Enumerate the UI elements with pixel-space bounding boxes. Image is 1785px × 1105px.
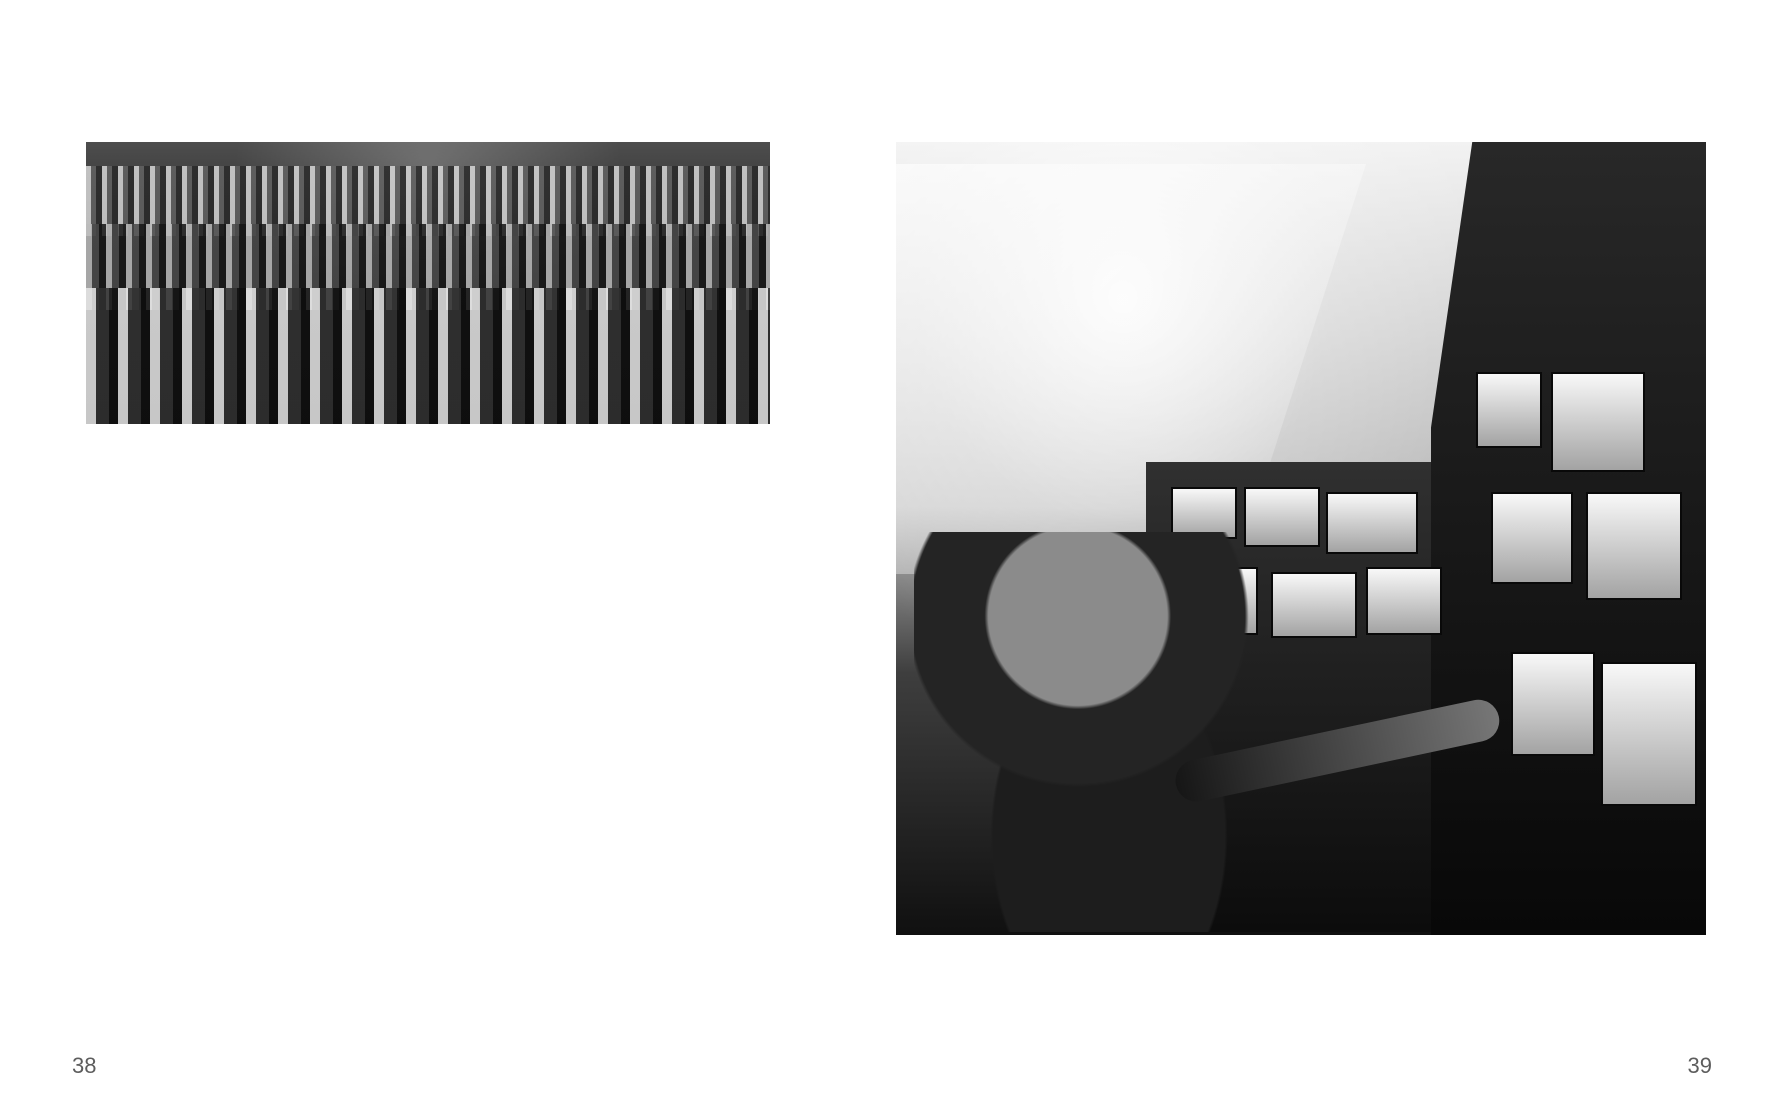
left-page <box>0 0 892 1105</box>
pinned-photo <box>1586 492 1682 600</box>
left-column-paragraph-2-line-4 <box>86 992 416 1018</box>
left-column-paragraph-2-line-2 <box>86 941 416 967</box>
pinned-photo <box>1366 567 1442 635</box>
right-column-quote <box>440 555 770 657</box>
left-column-paragraph-1-line-9 <box>86 760 416 786</box>
right-column-paragraph-line-6 <box>440 787 770 813</box>
right-column-quote-line-1 <box>440 555 770 581</box>
page-number-left: 38 <box>72 1053 97 1078</box>
left-column-paragraph-2 <box>86 915 416 1043</box>
right-column-paragraph-line-5 <box>440 762 770 788</box>
right-column-quote-line-4 <box>440 632 770 658</box>
left-column-paragraph-1-line-10 <box>86 785 416 811</box>
left-column-paragraph-1-line-7 <box>86 709 416 735</box>
left-column-paragraph-1-line-2 <box>86 581 416 607</box>
pinned-photo <box>1326 492 1418 554</box>
child-figure <box>914 532 1304 932</box>
left-column-paragraph-2-line-5 <box>86 1018 416 1044</box>
left-column-paragraph-1-line-4 <box>86 632 416 658</box>
right-column-paragraph-line-9 <box>440 864 770 890</box>
article-headline <box>86 448 446 499</box>
right-page <box>892 0 1785 1105</box>
left-column-paragraph-1-line-8 <box>86 734 416 760</box>
right-column-paragraph-line-4 <box>440 736 770 762</box>
page-number-right: 39 <box>1687 1053 1712 1078</box>
left-column-paragraph-1-line-3 <box>86 606 416 632</box>
headline-line-2 <box>86 474 446 500</box>
headline-line-1 <box>86 448 446 474</box>
right-column-paragraph-line-1 <box>440 659 770 685</box>
right-column-paragraph-line-7 <box>440 813 770 839</box>
left-column-paragraph-1-line-11 <box>86 811 416 837</box>
left-column-paragraph-1-line-12 <box>86 837 416 863</box>
pinned-photo <box>1551 372 1645 472</box>
left-column-body <box>86 555 416 1002</box>
right-column-paragraph-line-8 <box>440 839 770 865</box>
left-column-paragraph-2-line-1 <box>86 915 416 941</box>
pinned-photo <box>1601 662 1697 806</box>
left-column-paragraph-2-line-3 <box>86 967 416 993</box>
left-column-paragraph-1-line-5 <box>86 657 416 683</box>
crowd-row-front <box>86 288 770 424</box>
left-column-paragraph-1-line-13 <box>86 862 416 888</box>
left-column-paragraph-1 <box>86 555 416 913</box>
right-column-paragraph <box>440 659 770 915</box>
right-column-paragraph-line-2 <box>440 685 770 711</box>
right-column-paragraph-line-10 <box>440 890 770 916</box>
pinned-photo <box>1511 652 1595 756</box>
right-column-quote-line-3 <box>440 606 770 632</box>
group-photo <box>86 142 770 424</box>
right-column-quote-line-2 <box>440 581 770 607</box>
left-column-paragraph-1-line-14 <box>86 888 416 914</box>
left-column-paragraph-1-line-1 <box>86 555 416 581</box>
left-column-paragraph-1-line-6 <box>86 683 416 709</box>
right-column-body <box>440 555 770 905</box>
right-column-paragraph-line-3 <box>440 711 770 737</box>
classroom-photo <box>896 142 1706 935</box>
pinned-photo <box>1476 372 1542 448</box>
pinned-photo <box>1491 492 1573 584</box>
